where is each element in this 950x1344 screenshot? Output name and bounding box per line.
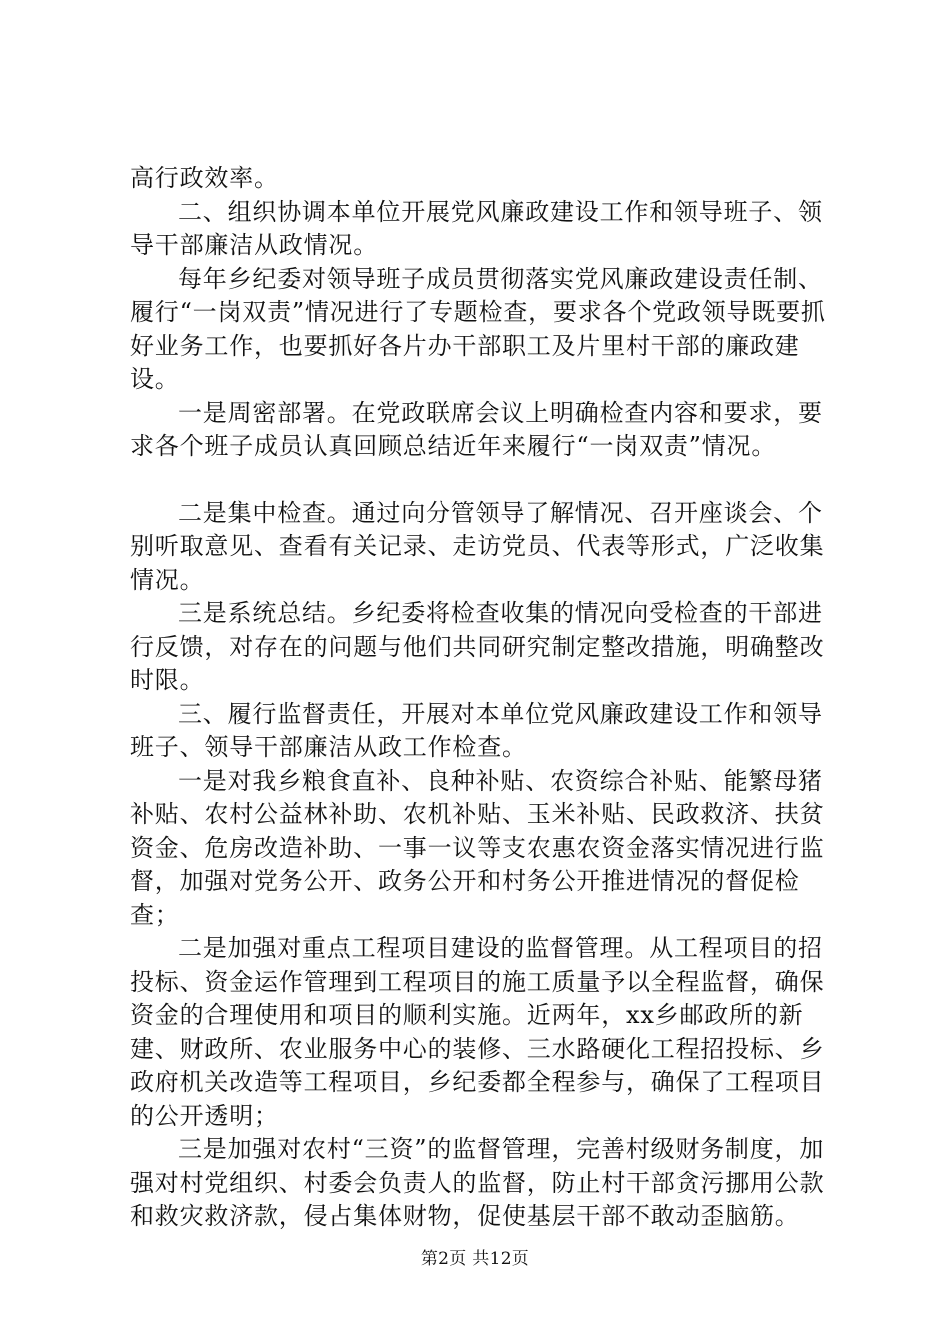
paragraph-rural-assets-supervision: 三是加强对农村“三资”的监督管理，完善村级财务制度，加强对村党组织、村委会负责人的监督，防止村干部贪污挪用公款和救灾救济款，侵占集体财物，促使基层干部不敢动歪脑筋。 <box>130 1135 825 1230</box>
paragraph-section-three-heading: 三、履行监督责任，开展对本单位党风廉政建设工作和领导班子、领导干部廉洁从政工作检查。 <box>130 699 823 761</box>
paragraph-project-supervision: 二是加强对重点工程项目建设的监督管理。从工程项目的招投标、资金运作管理到工程项目的施工质量予以全程监督，确保资金的合理使用和项目的顺利实施。近两年，xx乡邮政所的新建、财政所、农业服务中心的装修、三水路硬化工程招投标、乡政府机关改造等工程项目，乡纪委都全程参与，确保了工程项目的公开透明； <box>130 934 825 1130</box>
page-number-footer: 第2页 共12页 <box>420 1249 530 1269</box>
paragraph-section-two-heading: 二、组织协调本单位开展党风廉政建设工作和领导班子、领导干部廉洁从政情况。 <box>130 197 823 259</box>
paragraph-annual-inspection: 每年乡纪委对领导班子成员贯彻落实党风廉政建设责任制、履行“一岗双责”情况进行了专题检查，要求各个党政领导既要抓好业务工作，也要抓好各片办干部职工及片里村干部的廉政建设。 <box>130 264 826 393</box>
paragraph-centralized-inspection: 二是集中检查。通过向分管领导了解情况、召开座谈会、个别听取意见、查看有关记录、走访党员、代表等形式，广泛收集情况。 <box>130 498 825 594</box>
paragraph-continuation: 高行政效率。 <box>130 164 279 192</box>
paragraph-systematic-summary: 三是系统总结。乡纪委将检查收集的情况向受检查的干部进行反馈，对存在的问题与他们共同研究制定整改措施，明确整改时限。 <box>130 599 825 694</box>
document-body <box>130 162 840 1234</box>
paragraph-subsidy-supervision: 一是对我乡粮食直补、良种补贴、农资综合补贴、能繁母猪补贴、农村公益林补助、农机补贴、玉米补贴、民政救济、扶贫资金、危房改造补助、一事一议等支农惠农资金落实情况进行监督，加强对党务公开、政务公开和村务公开推进情况的督促检查； <box>130 766 825 929</box>
paragraph-careful-deployment: 一是周密部署。在党政联席会议上明确检查内容和要求，要求各个班子成员认真回顾总结近年来履行“一岗双责”情况。 <box>130 398 823 460</box>
